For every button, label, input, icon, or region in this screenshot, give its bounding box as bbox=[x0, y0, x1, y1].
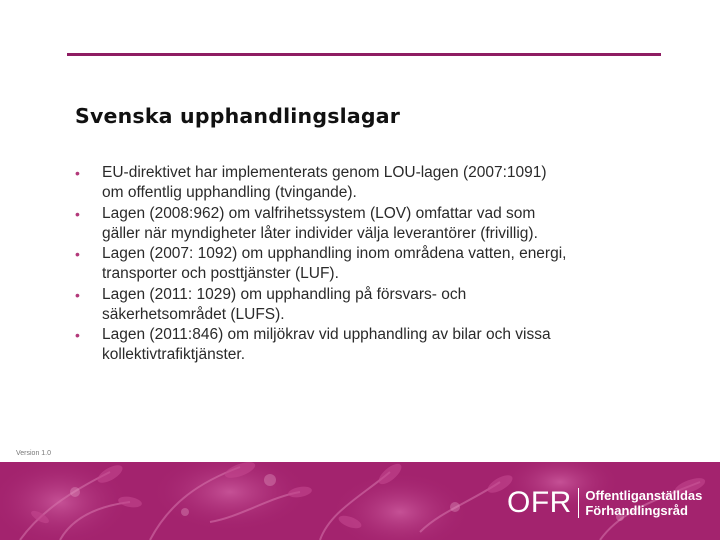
bullet-text-line: EU-direktivet har implementerats genom LOU-lagen (2007:1091) bbox=[102, 164, 547, 181]
list-item bbox=[75, 325, 672, 366]
logo-mark: OFR bbox=[507, 486, 572, 519]
slide-title: Svenska upphandlingslagar bbox=[75, 104, 401, 128]
list-item bbox=[75, 244, 672, 285]
bullet-list bbox=[75, 163, 672, 366]
list-item bbox=[75, 204, 672, 245]
list-item bbox=[75, 285, 672, 326]
logo-line-2: Förhandlingsråd bbox=[585, 503, 688, 518]
bullet-text-line: Lagen (2007: 1092) om upphandling inom områdena vatten, energi, bbox=[102, 245, 567, 262]
bullet-text-line: gäller när myndigheter låter individer välja leverantörer (frivillig). bbox=[102, 224, 538, 242]
bullet-icon: • bbox=[75, 327, 80, 343]
logo-divider bbox=[578, 488, 580, 518]
bullet-text-line: Lagen (2011:846) om miljökrav vid upphandling av bilar och vissa bbox=[102, 326, 551, 343]
bullet-icon: • bbox=[75, 165, 80, 181]
title-divider-line bbox=[67, 53, 661, 56]
version-label: Version 1.0 bbox=[16, 450, 52, 457]
bullet-text-line: säkerhetsområdet (LUFS). bbox=[102, 305, 285, 323]
bullet-icon: • bbox=[75, 246, 80, 262]
bullet-icon: • bbox=[75, 286, 80, 303]
bullet-text-line: kollektivtrafiktjänster. bbox=[102, 346, 245, 363]
bullet-text-line: om offentlig upphandling (tvingande). bbox=[102, 184, 357, 201]
bullet-text-line: Lagen (2011: 1029) om upphandling på försvars- och bbox=[102, 285, 467, 303]
bullet-text-line: Lagen (2008:962) om valfrihetssystem (LOV) omfattar vad som bbox=[102, 204, 536, 222]
list-item bbox=[75, 163, 672, 204]
logo-line-1: Offentliganställdas bbox=[585, 488, 703, 503]
bullet-icon: • bbox=[75, 205, 80, 222]
ofr-logo bbox=[507, 488, 702, 518]
logo-text bbox=[585, 488, 702, 518]
bullet-text-line: transporter och posttjänster (LUF). bbox=[102, 265, 339, 282]
